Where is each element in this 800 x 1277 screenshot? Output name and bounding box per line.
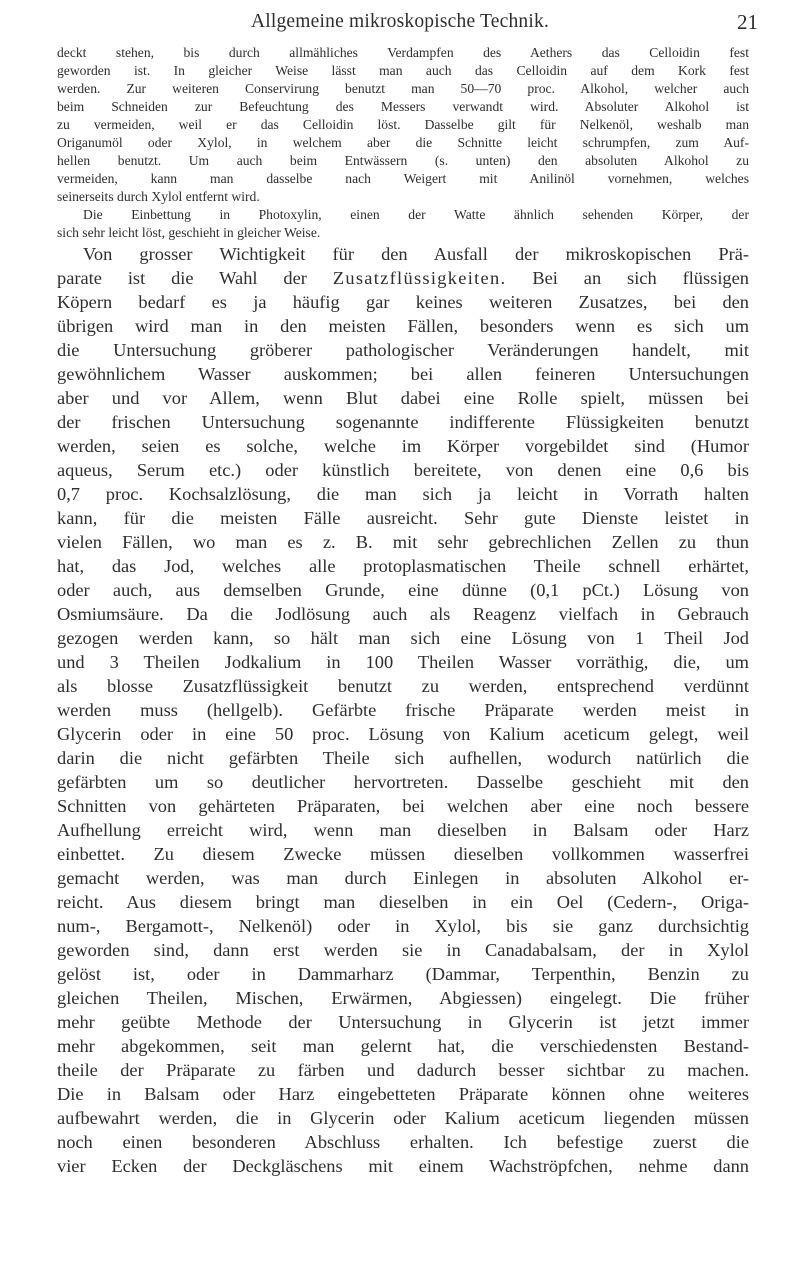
text-line: num-, Bergamott-, Nelkenöl) oder in Xylol, bis sie ganz durchsichtig — [57, 916, 749, 936]
text-line: aufbewahrt werden, die in Glycerin oder Kalium aceticum liegenden müssen — [57, 1108, 749, 1128]
text-line: zu vermeiden, weil er das Celloidin löst. Dasselbe gilt für Nelkenöl, weshalb man — [57, 117, 749, 132]
text-line: die Untersuchung gröberer pathologischer Veränderungen handelt, mit — [57, 340, 749, 360]
text-line: Osmiumsäure. Da die Jodlösung auch als Reagenz vielfach in Gebrauch — [57, 604, 749, 624]
text-line: Köpern bedarf es ja häufig gar keines weiteren Zusatzes, bei den — [57, 292, 749, 312]
text-line: einbettet. Zu diesem Zwecke müssen dieselben vollkommen wasserfrei — [57, 844, 749, 864]
text-line: seinerseits durch Xylol entfernt wird. — [57, 189, 260, 204]
text-line: gemacht werden, was man durch Einlegen in absoluten Alkohol er- — [57, 868, 749, 888]
text-line — [57, 266, 749, 290]
text-line: vier Ecken der Deckgläschens mit einem Wachströpfchen, nehme dann — [57, 1156, 749, 1176]
text-line: 0,7 proc. Kochsalzlösung, die man sich ja leicht in Vorrath halten — [57, 484, 749, 504]
text-line: aber und vor Allem, wenn Blut dabei eine Rolle spielt, müssen bei — [57, 388, 749, 408]
text-line: gleichen Theilen, Mischen, Erwärmen, Abgiessen) eingelegt. Die früher — [57, 988, 749, 1008]
text-line: Origanumöl oder Xylol, in welchem aber die Schnitte leicht schrumpfen, zum Auf- — [57, 135, 749, 150]
text-line: werden, seien es solche, welche im Körper vorgebildet sind (Humor — [57, 436, 749, 456]
running-head — [0, 8, 800, 38]
text-line: geworden sind, dann erst werden sie in Canadabalsam, der in Xylol — [57, 940, 749, 960]
paragraph-opening-line: Von grosser Wichtigkeit für den Ausfall der mikroskopischen Prä- — [83, 244, 749, 264]
text-span: Bei an sich flüssigen — [506, 268, 749, 288]
text-line: übrigen wird man in den meisten Fällen, besonders wenn es sich um — [57, 316, 749, 336]
text-line: theile der Präparate zu färben und dadurch besser sichtbar zu machen. — [57, 1060, 749, 1080]
text-line: aqueus, Serum etc.) oder künstlich bereitete, von denen eine 0,6 bis — [57, 460, 749, 480]
text-line: hellen benutzt. Um auch beim Entwässern (s. unten) den absoluten Alkohol zu — [57, 153, 749, 168]
text-line: werden. Zur weiteren Conservirung benutzt man 50—70 proc. Alkohol, welcher auch — [57, 81, 749, 96]
text-line: Glycerin oder in eine 50 proc. Lösung von Kalium aceticum gelegt, weil — [57, 724, 749, 744]
text-line: Die in Balsam oder Harz eingebetteten Präparate können ohne weiteres — [57, 1084, 749, 1104]
text-line: als blosse Zusatzflüssigkeit benutzt zu werden, entsprechend verdünnt — [57, 676, 749, 696]
text-line: geworden ist. In gleicher Weise lässt man auch das Celloidin auf dem Kork fest — [57, 63, 749, 78]
running-title: Allgemeine mikroskopische Technik. — [250, 11, 550, 32]
text-line: beim Schneiden zur Befeuchtung des Messers verwandt wird. Absoluter Alkohol ist — [57, 99, 749, 114]
text-line: Schnitten von gehärteten Präparaten, bei welchen aber eine noch bessere — [57, 796, 749, 816]
text-line: oder auch, aus demselben Grunde, eine dünne (0,1 pCt.) Lösung von — [57, 580, 749, 600]
page-number: 21 — [737, 10, 758, 34]
text-line: noch einen besonderen Abschluss erhalten. Ich befestige zuerst die — [57, 1132, 749, 1152]
text-line: reicht. Aus diesem bringt man dieselben in ein Oel (Cedern-, Origa- — [57, 892, 749, 912]
text-line: und 3 Theilen Jodkalium in 100 Theilen Wasser vorräthig, die, um — [57, 652, 749, 672]
text-line: mehr abgekommen, seit man gelernt hat, die verschiedensten Bestand- — [57, 1036, 749, 1056]
text-line: vermeiden, kann man dasselbe nach Weigert mit Anilinöl vornehmen, welches — [57, 171, 749, 186]
text-line: darin die nicht gefärbten Theile sich aufhellen, wodurch natürlich die — [57, 748, 749, 768]
text-line: werden muss (hellgelb). Gefärbte frische Präparate werden meist in — [57, 700, 749, 720]
text-line: gezogen werden kann, so hält man sich eine Lösung von 1 Theil Jod — [57, 628, 749, 648]
text-line: kann, für die meisten Fälle ausreicht. Sehr gute Dienste leistet in — [57, 508, 749, 528]
text-line: der frischen Untersuchung sogenannte indifferente Flüssigkeiten benutzt — [57, 412, 749, 432]
text-line: hat, das Jod, welches alle protoplasmatischen Theile schnell erhärtet, — [57, 556, 749, 576]
text-line: mehr geübte Methode der Untersuchung in Glycerin ist jetzt immer — [57, 1012, 749, 1032]
text-line: sich sehr leicht löst, geschieht in gleicher Weise. — [57, 225, 321, 240]
text-line: gewöhnlichem Wasser auskommen; bei allen feineren Untersuchungen — [57, 364, 749, 384]
text-line: deckt stehen, bis durch allmähliches Verdampfen des Aethers das Celloidin fest — [57, 45, 749, 60]
text-line: gefärbten um so deutlicher hervortreten. Dasselbe geschieht mit den — [57, 772, 749, 792]
emphasized-term: Zusatzflüssigkeiten. — [332, 268, 507, 288]
text-line: Aufhellung erreicht wird, wenn man dieselben in Balsam oder Harz — [57, 820, 749, 840]
text-line: gelöst ist, oder in Dammarharz (Dammar, Terpenthin, Benzin zu — [57, 964, 749, 984]
text-line: vielen Fällen, wo man es z. B. mit sehr gebrechlichen Zellen zu thun — [57, 532, 749, 552]
text-line: Die Einbettung in Photoxylin, einen der Watte ähnlich sehenden Körper, der — [83, 207, 749, 222]
text-span: parate ist die Wahl der — [57, 268, 333, 288]
